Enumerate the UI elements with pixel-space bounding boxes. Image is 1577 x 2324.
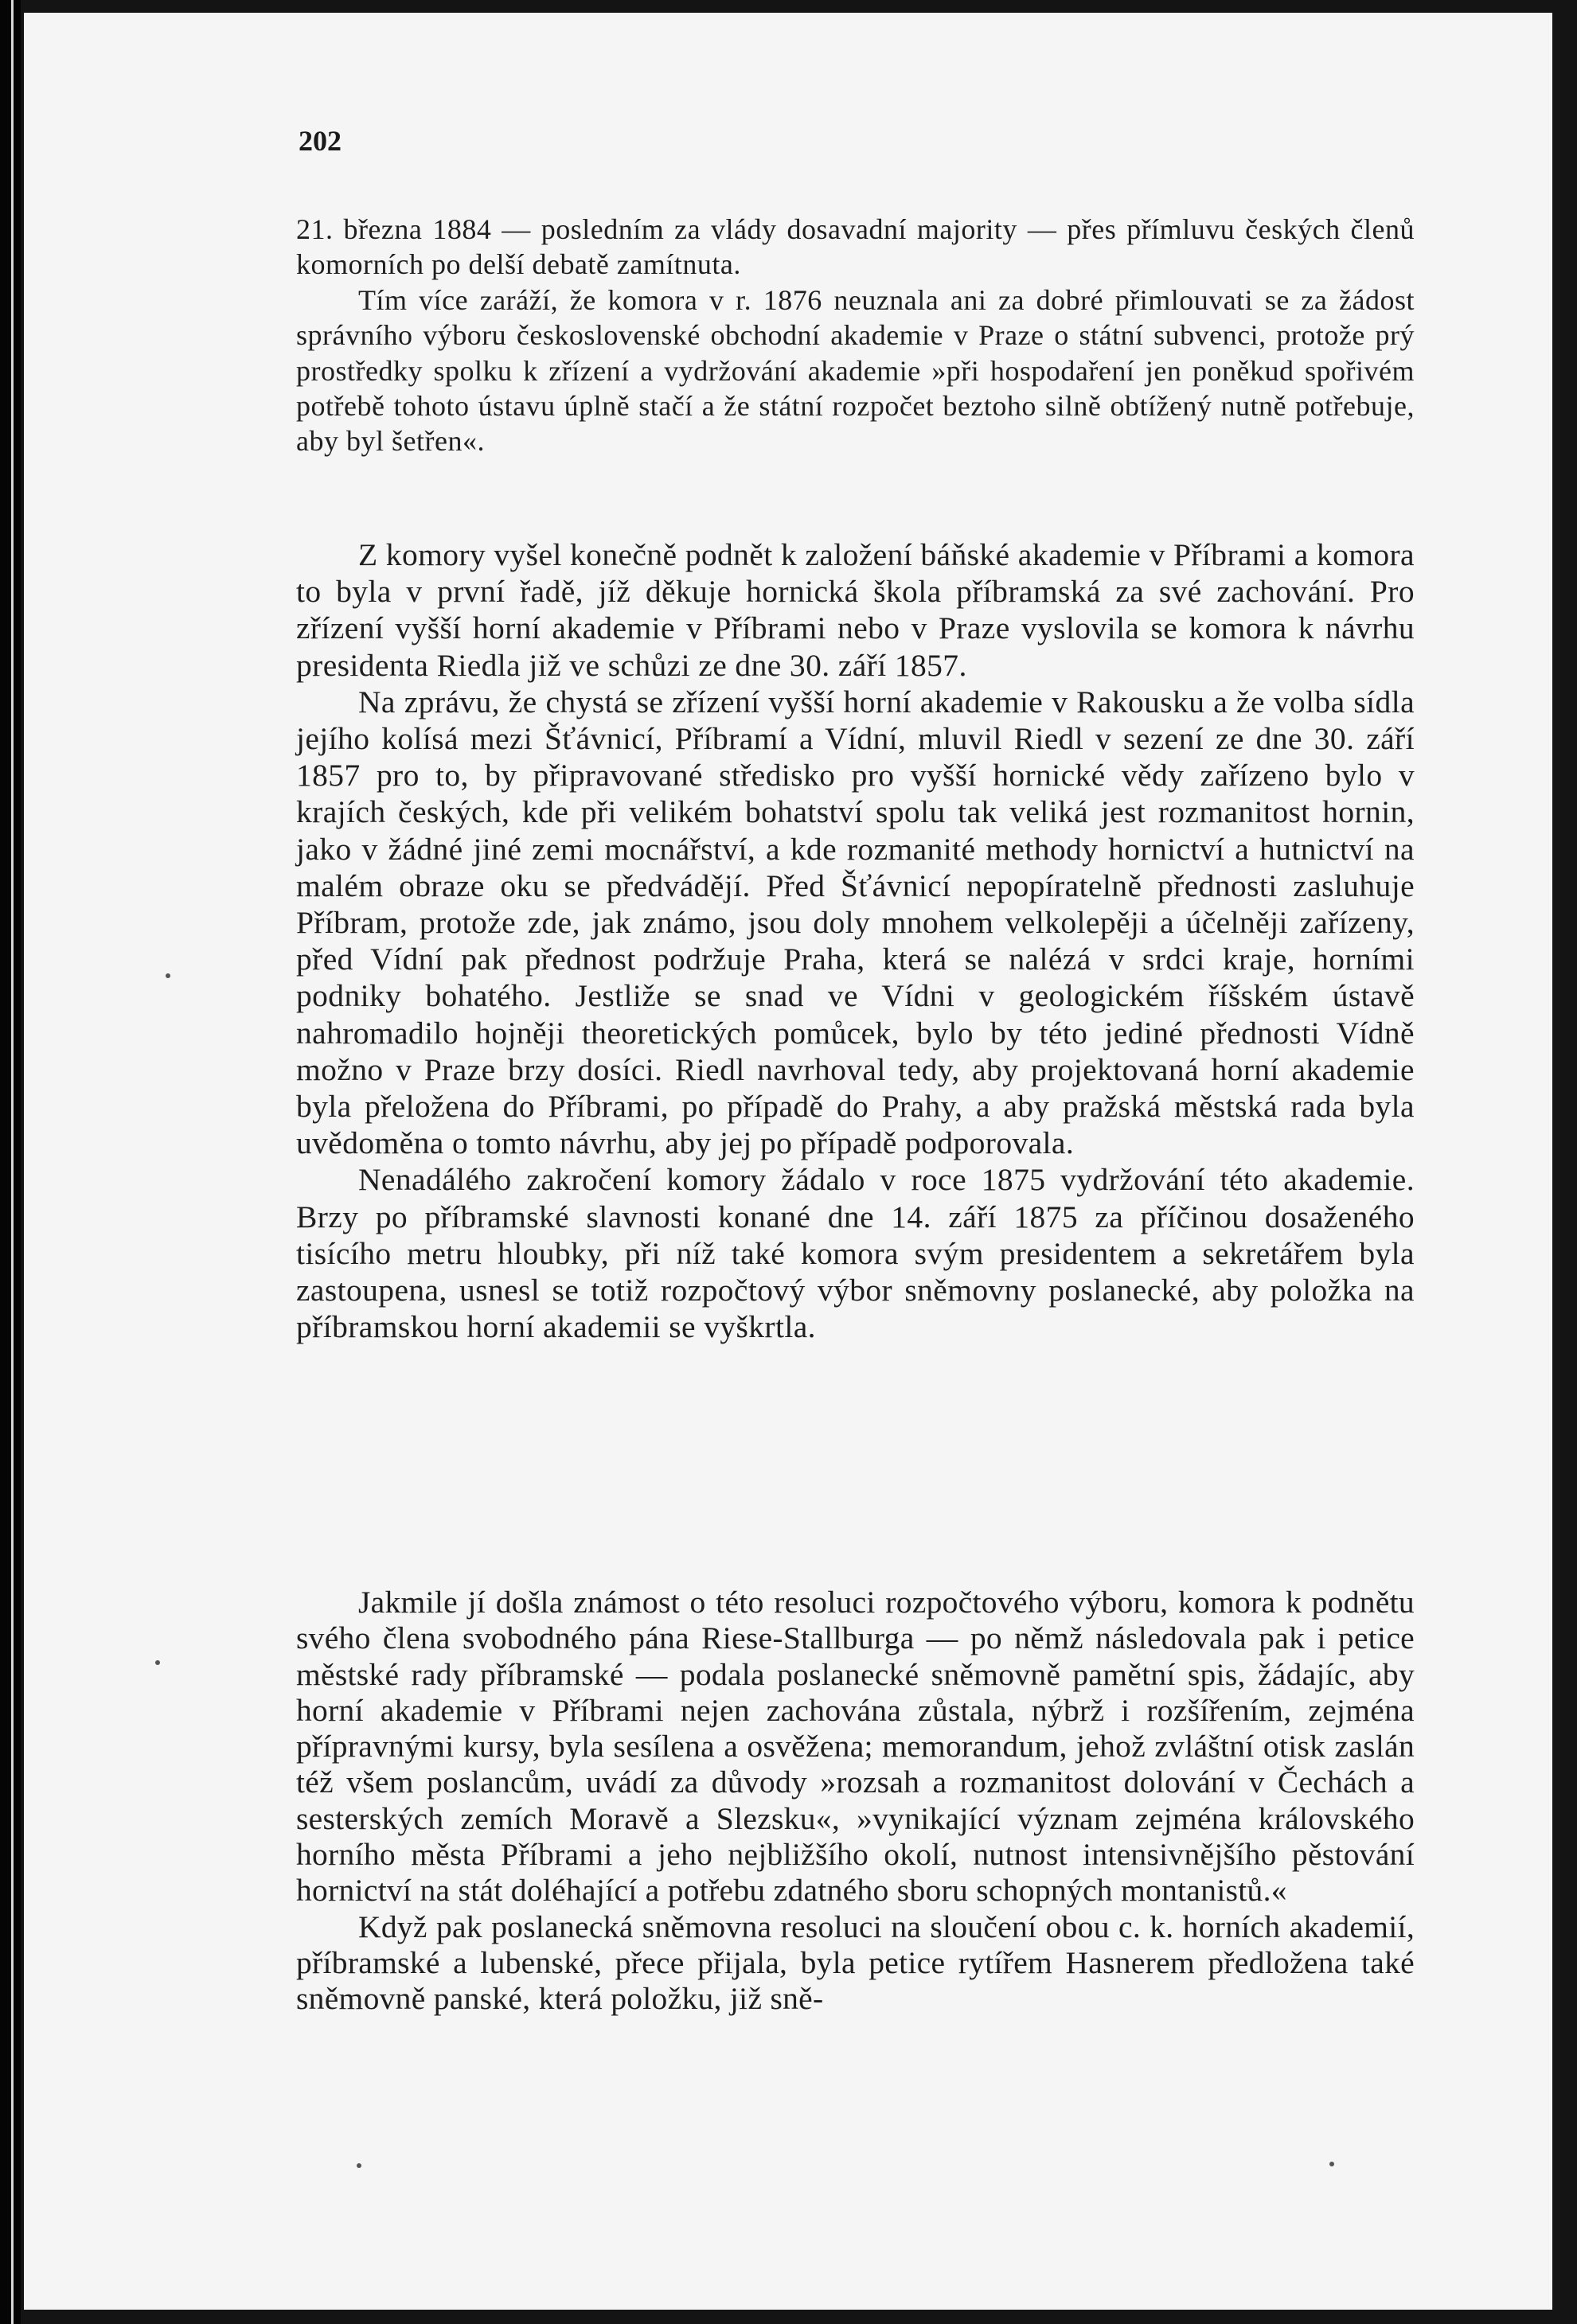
text-block-top: [296, 212, 1415, 459]
paragraph-continuation: 21. března 1884 — posledním za vlády dosavadní majority — přes přímluvu českých členů komorních po delší debatě zamítnuta.: [296, 213, 1415, 281]
page-number: 202: [299, 125, 342, 157]
paragraph-mining-academy: Z komory vyšel konečně podnět k založení báňské akademie v Příbrami a komora to byla v první řadě, jíž děkuje hornická škola příbramská za své zachování. Pro zřízení vyšší horní akademie v Příbrami nebo v Praze vyslovila se komora k návrhu presidenta Riedla již ve schůzi ze dne 30. září 1857.: [296, 537, 1415, 683]
scan-speck: [155, 1660, 160, 1665]
text-block-bottom: [296, 1585, 1415, 2018]
paragraph-memorandum: Jakmile jí došla známost o této resoluci rozpočtového výboru, komora k podnětu svého člena svobodného pána Riese-Stallburga — po němž následovala pak i petice městské rady příbramské — podala poslanecké sněmovně pamětní spis, žádajíc, aby horní akademie v Příbrami nejen zachována zůstala, nýbrž i rozšířením, zejména přípravnými kursy, byla sesílena a osvěžena; memorandum, jehož zvláštní otisk zaslán též všem poslancům, uvádí za důvody »rozsah a rozmanitost dolování v Čechách a sesterských zemích Moravě a Slezsku«, »vynikající význam zejména královského horního města Příbrami a jeho nejbližšího okolí, nutnost intensivnějšího pěstování hornictví na stát doléhající a potřebu zdatného sboru schopných montanistů.«: [296, 1585, 1415, 1909]
book-page: [24, 13, 1552, 2310]
paragraph-petition: Když pak poslanecká sněmovna resoluci na sloučení obou c. k. horních akademií, příbramské a lubenské, přece přijala, byla petice rytířem Hasnerem předložena také sněmovně panské, která položku, již sně-: [296, 1909, 1415, 2017]
text-block-middle: [296, 536, 1415, 1345]
paragraph-riedl-proposal: Na zprávu, že chystá se zřízení vyšší horní akademie v Rakousku a že volba sídla jejího kolísá mezi Šťávnicí, Příbramí a Vídní, mluvil Riedl v sezení ze dne 30. září 1857 pro to, by připravované středisko pro vyšší hornické vědy zařízeno bylo v krajích českých, kde při velikém bohatství spolu tak veliká jest rozmanitost hornin, jako v žádné jiné zemi mocnářství, a kde rozmanité methody hornictví a hutnictví na malém obraze oku se předvádějí. Před Šťávnicí nepopíratelně přednosti zasluhuje Příbram, protože zde, jak známo, jsou doly mnohem velkolepěji a účelněji zařízeny, před Vídní pak přednost podržuje Praha, která se nalézá v srdci kraje, horními podniky bohatého. Jestliže se snad ve Vídni v geologickém říšském ústavě nahromadilo hojněji theoretických pomůcek, bylo by této jediné přednosti Vídně možno v Praze brzy dosíci. Riedl navrhoval tedy, aby projektovaná horní akademie byla přeložena do Příbrami, po případě do Prahy, a aby pražská městská rada byla uvědoměna o tomto návrhu, aby jej po případě podporovala.: [296, 684, 1415, 1161]
scan-speck: [1329, 2162, 1334, 2166]
scan-edge: [0, 0, 21, 2324]
paragraph-1875-intervention: Nenadálého zakročení komory žádalo v roce 1875 vydržování této akademie. Brzy po příbramské slavnosti konané dne 14. září 1875 za příčinou dosaženého tisícího metru hloubky, při níž také komora svým presidentem a sekretářem byla zastoupena, usnesl se totiž rozpočtový výbor sněmovny poslanecké, aby položka na příbramskou horní akademii se vyškrtla.: [296, 1162, 1415, 1345]
scan-speck: [166, 973, 170, 978]
scan-speck: [357, 2163, 361, 2168]
paragraph-subvention: Tím více zaráží, že komora v r. 1876 neuznala ani za dobré přimlouvati se za žádost správního výboru československé obchodní akademie v Praze o státní subvenci, protože prý prostředky spolku k zřízení a vydržování akademie »při hospodaření jen poněkud spořivém potřebě tohoto ústavu úplně stačí a že státní rozpočet beztoho silně obtížený nutně potřebuje, aby byl šetřen«.: [296, 283, 1415, 458]
